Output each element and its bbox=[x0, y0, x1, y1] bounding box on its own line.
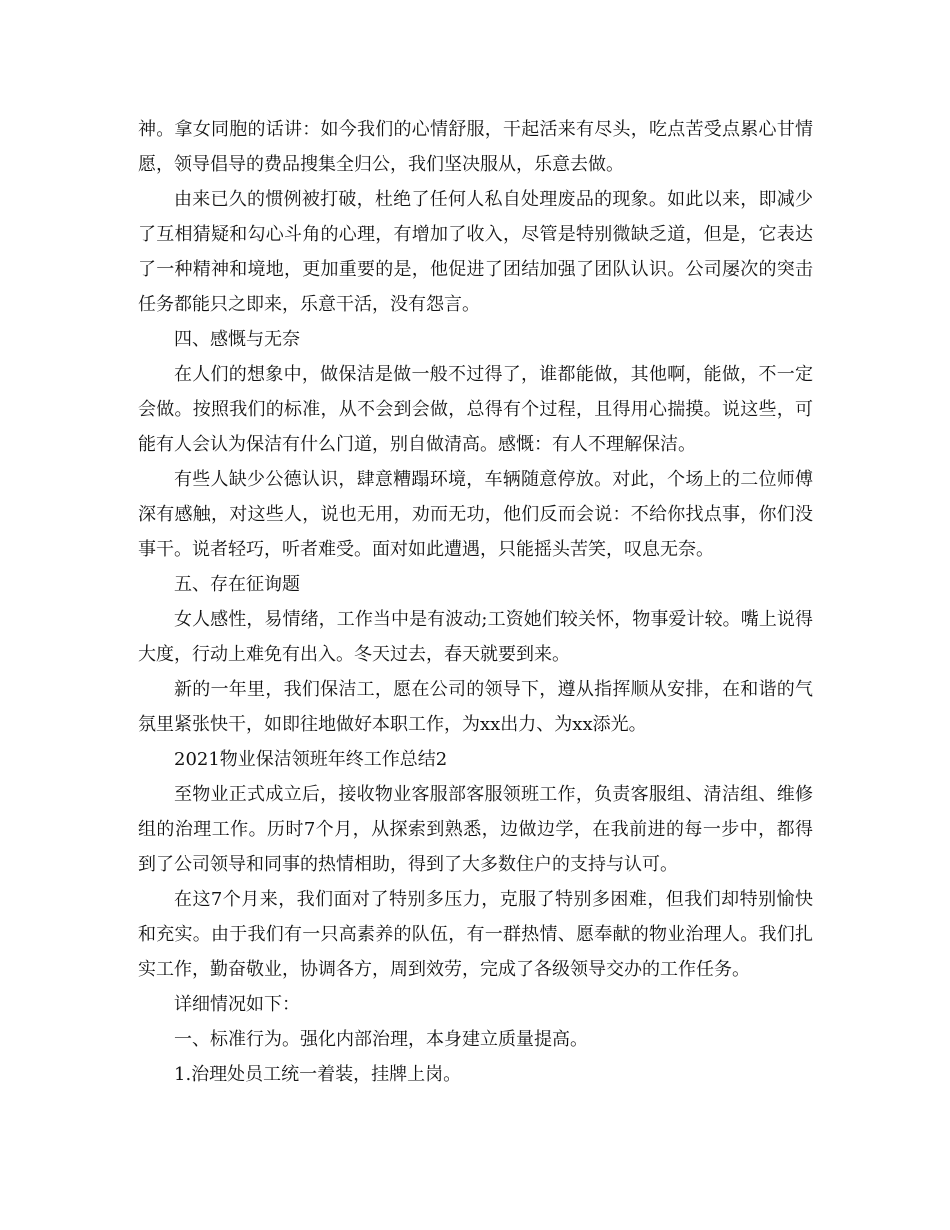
paragraph: 在人们的想象中，做保洁是做一般不过得了，谁都能做，其他啊，能做，不一定会做。按照我们的标准，从不会到会做，总得有个过程，且得用心揣摸。说这些，可能有人会认为保洁有什么门道，别自做清高。感慨：有人不理解保洁。 bbox=[138, 364, 813, 455]
paragraph-continuation: 神。拿女同胞的话讲：如今我们的心情舒服，干起活来有尽头，吃点苦受点累心甘情愿，领导倡导的费品搜集全归公，我们坚决服从，乐意去做。 bbox=[138, 119, 813, 175]
section-heading: 四、感慨与无奈 bbox=[174, 329, 300, 350]
document-body bbox=[138, 112, 813, 1092]
paragraph: 由来已久的惯例被打破，杜绝了任何人私自处理废品的现象。如此以来，即减少了互相猜疑和勾心斗角的心理，有增加了收入，尽管是特别微缺乏道，但是，它表达了一种精神和境地，更加重要的是，他促进了团结加强了团队认识。公司屡次的突击任务都能只之即来，乐意干活，没有怨言。 bbox=[138, 189, 813, 315]
document-title: 2021物业保洁领班年终工作总结2 bbox=[174, 749, 448, 770]
paragraph: 有些人缺少公德认识，肆意糟蹋环境，车辆随意停放。对此，个场上的二位师傅深有感触，对这些人，说也无用，劝而无功，他们反而会说：不给你找点事，你们没事干。说者轻巧，听者难受。面对如此遭遇，只能摇头苦笑，叹息无奈。 bbox=[138, 469, 813, 560]
paragraph: 详细情况如下： bbox=[174, 994, 300, 1015]
paragraph: 在这7个月来，我们面对了特别多压力，克服了特别多困难，但我们却特别愉快和充实。由于我们有一只高素养的队伍，有一群热情、愿奉献的物业治理人。我们扎实工作，勤奋敬业，协调各方，周到效劳，完成了各级领导交办的工作任务。 bbox=[138, 889, 813, 980]
section-heading: 一、标准行为。强化内部治理，本身建立质量提高。 bbox=[174, 1029, 588, 1050]
paragraph: 女人感性，易情绪，工作当中是有波动;工资她们较关怀，物事爱计较。嘴上说得大度，行动上难免有出入。冬天过去，春天就要到来。 bbox=[138, 609, 813, 665]
paragraph: 至物业正式成立后，接收物业客服部客服领班工作，负责客服组、清洁组、维修组的治理工作。历时7个月，从探索到熟悉，边做边学，在我前进的每一步中，都得到了公司领导和同事的热情相助，得到了大多数住户的支持与认可。 bbox=[138, 784, 813, 875]
section-heading: 五、存在征询题 bbox=[174, 574, 300, 595]
paragraph: 新的一年里，我们保洁工，愿在公司的领导下，遵从指挥顺从安排，在和谐的气氛里紧张快干，如即往地做好本职工作，为xx出力、为xx添光。 bbox=[138, 679, 813, 735]
list-item: 1.治理处员工统一着装，挂牌上岗。 bbox=[174, 1064, 462, 1085]
